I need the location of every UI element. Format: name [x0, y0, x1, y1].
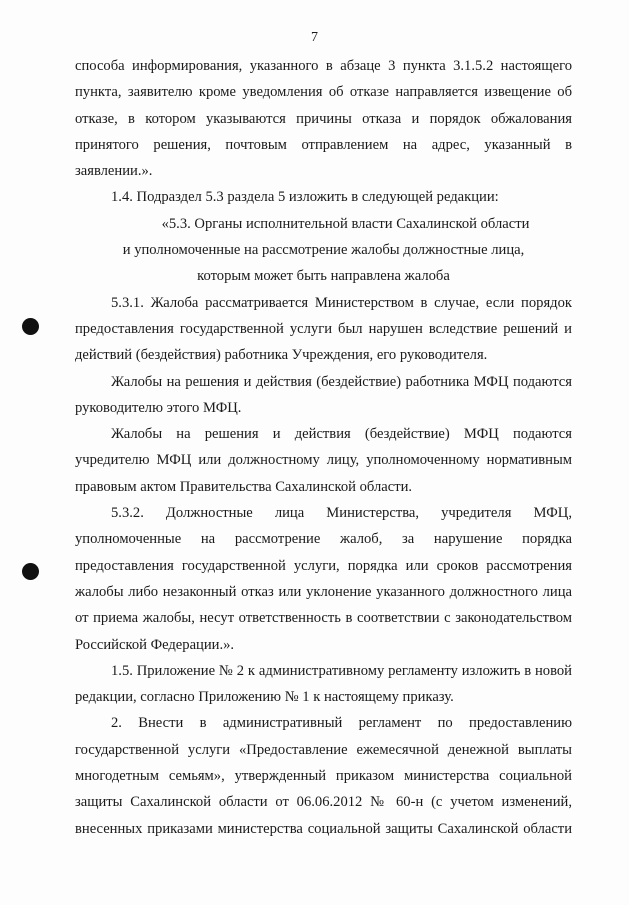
heading-line: «5.3. Органы исполнительной власти Сахалинской области [161, 215, 530, 232]
text-line: 1.5. Приложение № 2 к административному регламенту изложить в новой [111, 662, 572, 679]
text-line: внесенных приказами министерства социальной защиты Сахалинской области [75, 820, 572, 837]
text-line: уполномоченные на рассмотрение жалоб, за нарушение порядка [75, 531, 572, 548]
paragraph-5-3-2 [75, 500, 572, 658]
text-line: предоставления государственной услуги был нарушен вследствие решений и [75, 320, 572, 337]
text-line: 5.3.1. Жалоба рассматривается Министерством в случае, если порядок [111, 294, 572, 311]
text-line: государственной услуги «Предоставление ежемесячной денежной выплаты [75, 741, 572, 758]
page-number: 7 [311, 30, 318, 45]
paragraph-1-4 [75, 184, 572, 210]
text-line: 5.3.2. Должностные лица Министерства, учредителя МФЦ, [111, 505, 572, 522]
text-line: правовым актом Правительства Сахалинской области. [75, 478, 413, 495]
text-line: руководителю этого МФЦ. [75, 399, 242, 416]
paragraph-2 [75, 710, 572, 841]
text-line: Российской Федерации.». [75, 636, 235, 653]
text-line: 1.4. Подраздел 5.3 раздела 5 изложить в следующей редакции: [111, 189, 499, 206]
text-line: Жалобы на решения и действия (бездействие) работника МФЦ подаются [111, 373, 572, 390]
punch-hole [22, 563, 39, 580]
text-line: отказе, в котором указываются причины отказа и порядок обжалования [75, 110, 572, 127]
heading-line: и уполномоченные на рассмотрение жалобы должностные лица, [122, 242, 525, 259]
paragraph-5-3-1 [75, 290, 572, 369]
paragraph-mfc [75, 421, 572, 500]
text-line: способа информирования, указанного в абзаце 3 пункта 3.1.5.2 настоящего [75, 58, 572, 74]
text-line: заявлении.». [75, 163, 153, 180]
text-line: многодетным семьям», утвержденный приказом министерства социальной [75, 768, 572, 785]
paragraph-mfc-worker [75, 369, 572, 422]
text-line: 2. Внести в административный регламент по предоставлению [111, 715, 572, 732]
text-line: предоставления государственной услуги, порядка или сроков рассмотрения [75, 557, 572, 574]
text-line: учредителю МФЦ или должностному лицу, уполномоченному нормативным [75, 452, 572, 469]
paragraph-1-5 [75, 658, 572, 711]
text-line: защиты Сахалинской области от 06.06.2012 № 60-н (с учетом изменений, [75, 794, 572, 811]
punch-hole [22, 318, 39, 335]
text-line: редакции, согласно Приложению № 1 к настоящему приказу. [75, 689, 454, 706]
section-heading-5-3 [75, 211, 572, 290]
paragraph-notification [75, 53, 572, 184]
text-line: от приема жалобы, несут ответственность в соответствии с законодательством [75, 610, 572, 627]
text-line: Жалобы на решения и действия (бездействие) МФЦ подаются [111, 426, 572, 443]
text-line: действий (бездействия) работника Учреждения, его руководителя. [75, 347, 488, 364]
text-line: пункта, заявителю кроме уведомления об отказе направляется извещение об [75, 84, 572, 101]
heading-line: которым может быть направлена жалоба [197, 268, 450, 285]
text-line: принятого решения, почтовым отправлением на адрес, указанный в [75, 136, 572, 153]
document-body [75, 53, 572, 842]
text-line: жалобы либо незаконный отказ или уклонение указанного должностного лица [75, 583, 572, 600]
